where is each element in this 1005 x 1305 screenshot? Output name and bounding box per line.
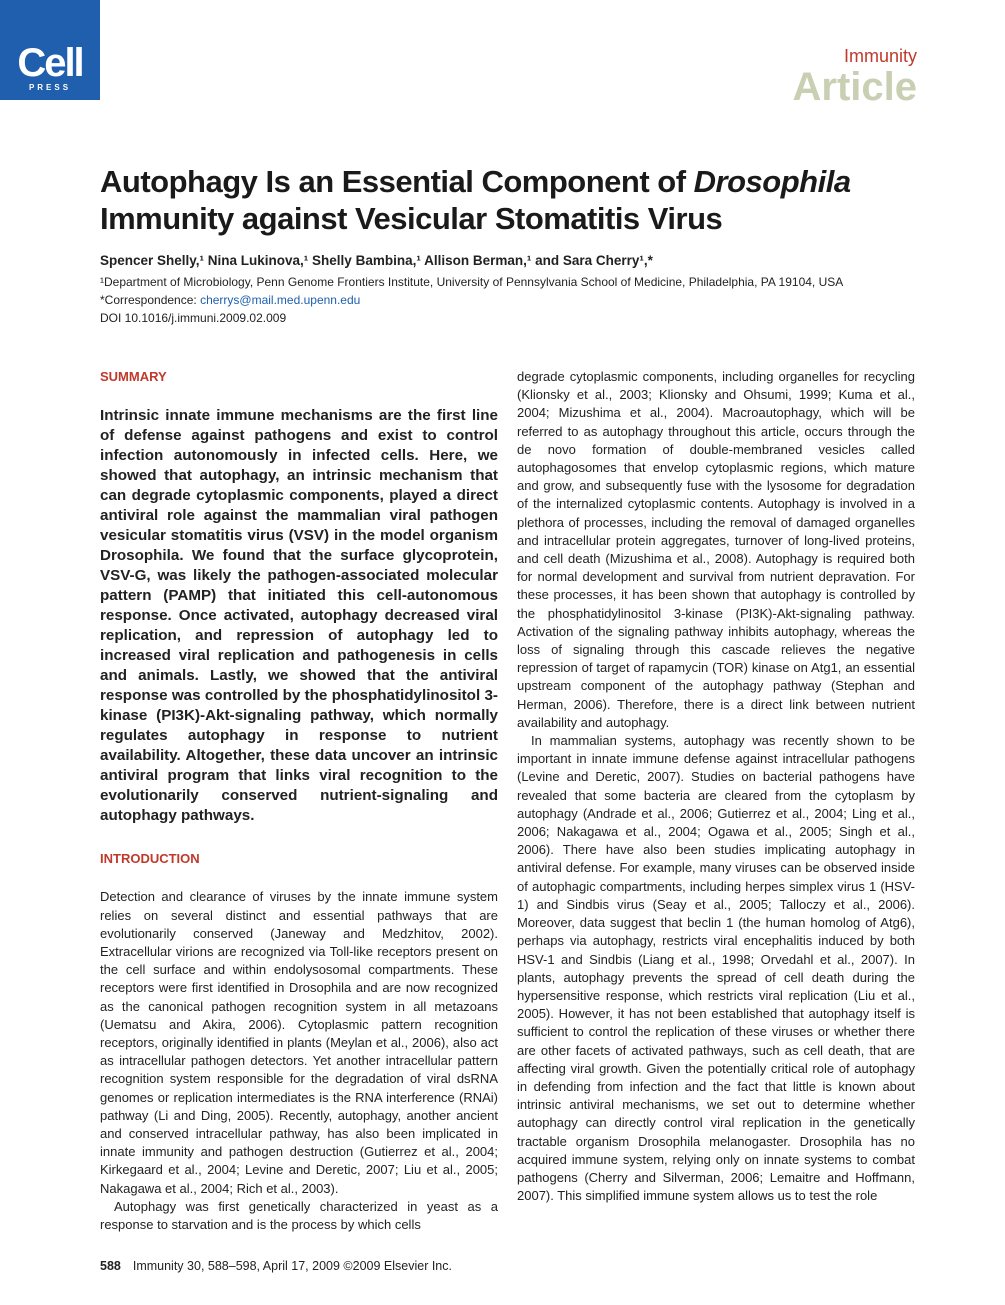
cell-press-logo bbox=[0, 0, 100, 100]
right-column bbox=[517, 368, 915, 1205]
affiliation-block bbox=[100, 273, 930, 327]
summary-text: Intrinsic innate immune mechanisms are the first line of defense against pathogens and exist to control infection autonomously in infected cells. Here, we showed that autophagy, an intrinsic mechanism that can degrade cytoplasmic components, played a direct antiviral role against the mammalian viral pathogen vesicular stomatitis virus (VSV) in the model organism Drosophila. We found that the surface glycoprotein, VSV-G, was likely the pathogen-associated molecular pattern (PAMP) that initiated this cell-autonomous response. Once activated, autophagy decreased viral replication, and repression of autophagy led to increased viral replication and pathogenesis in cells and animals. Lastly, we showed that the antiviral response was controlled by the phosphatidylinositol 3-kinase (PI3K)-Akt-signaling pathway, which normally regulates autophagy in response to nutrient availability. Altogether, these data uncover an intrinsic antiviral program that links viral recognition to the evolutionarily conserved nutrient-signaling and autophagy pathways. bbox=[100, 407, 498, 825]
summary-heading: SUMMARY bbox=[100, 369, 167, 384]
left-column bbox=[100, 368, 498, 1234]
author-list: Spencer Shelly,¹ Nina Lukinova,¹ Shelly Bambina,¹ Allison Berman,¹ and Sara Cherry¹,* bbox=[100, 253, 653, 268]
affiliation: ¹Department of Microbiology, Penn Genome Frontiers Institute, University of Pennsylvania School of Medicine, Philadelphia, PA 19104, USA bbox=[100, 275, 844, 289]
title-part-1: Autophagy Is an Essential Component of bbox=[100, 164, 694, 199]
title-italic: Drosophila bbox=[693, 164, 851, 199]
journal-name: Immunity bbox=[843, 46, 917, 66]
logo-sub: PRESS bbox=[28, 83, 72, 92]
intro-paragraph-1: Detection and clearance of viruses by the innate immune system relies on several distinct and essential pathways that are evolutionarily conserved (Janeway and Medzhitov, 2002). Extracellular virions are recognized via Toll-like receptors present on the cell surface and within endolysosomal compartments. These receptors were first identified in Drosophila and are now recognized as the canonical pathogen recognition system in all metazoans (Uematsu and Akira, 2006). Cytoplasmic pattern recognition receptors, originally identified in plants (Meylan et al., 2006), also act as intracellular pathogen detectors. Yet another intracellular pattern recognition system responsible for the degradation of viral dsRNA genomes or replication intermediates is the RNA interference (RNAi) pathway (Li and Ding, 2005). Recently, autophagy, another ancient and conserved intracellular pathway, has also been implicated in innate immunity and pathogen destruction (Gutierrez et al., 2004; Kirkegaard et al., 2004; Levine and Deretic, 2007; Liu et al., 2005; Nakagawa et al., 2004; Rich et al., 2003). bbox=[100, 889, 498, 1196]
title-part-2: Immunity against Vesicular Stomatitis Virus bbox=[100, 201, 723, 236]
page-number: 588 bbox=[100, 1259, 121, 1273]
introduction-heading: INTRODUCTION bbox=[100, 851, 200, 867]
correspondence bbox=[100, 291, 930, 309]
body-paragraph-1: degrade cytoplasmic components, including organelles for recycling (Klionsky et al., 2003; Klionsky and Ohsumi, 1999; Kuma et al., 2004; Mizushima et al., 2004). Macroautophagy, which will be referred to as autophagy throughout this article, occurs through the de novo formation of double-membraned vesicles called autophagosomes that envelop cytoplasmic regions, which mature and grow, and subsequently fuse with the lysosome for degradation of the internalized cytoplasmic contents. Autophagy is involved in a plethora of processes, including the removal of damaged organelles and intracellular protein aggregates, turnover of long-lived proteins, and cell death (Mizushima et al., 2008). Autophagy is required both for normal development and survival from nutrient depravation. For these processes, it has been shown that autophagy is controlled by the phosphatidylinositol 3-kinase (PI3K)-Akt-signaling pathway. Activation of the signaling pathway inhibits autophagy, whereas the loss of signaling through this cascade relieves the negative repression of target of rapamycin (TOR) kinase on Atg1, an essential upstream component of the autophagy pathway (Stephan and Herman, 2006). Therefore, there is a direct link between nutrient availability and autophagy. bbox=[517, 369, 915, 730]
article-title bbox=[100, 163, 930, 237]
journal-header bbox=[793, 46, 918, 108]
page-footer bbox=[100, 1259, 452, 1273]
correspondence-label: *Correspondence: bbox=[100, 293, 201, 307]
correspondence-email-link[interactable]: cherrys@mail.med.upenn.edu bbox=[200, 293, 361, 307]
article-type: Article bbox=[792, 65, 917, 109]
intro-paragraph-2: Autophagy was first genetically characterized in yeast as a response to starvation and is the process by which cells bbox=[100, 1198, 498, 1233]
footer-citation: Immunity 30, 588–598, April 17, 2009 ©2009 Elsevier Inc. bbox=[132, 1259, 452, 1273]
doi: DOI 10.1016/j.immuni.2009.02.009 bbox=[100, 311, 287, 325]
body-paragraph-2: In mammalian systems, autophagy was recently shown to be important in innate immune defense against intracellular pathogens (Levine and Deretic, 2007). Studies on bacterial pathogens have revealed that some bacteria are cleared from the cytoplasm by autophagy (Andrade et al., 2006; Gutierrez et al., 2004; Ling et al., 2006; Nakagawa et al., 2004; Ogawa et al., 2005; Singh et al., 2006). There have also been studies implicating autophagy in antiviral defense. For example, many viruses can be observed inside of autophagic compartments, including herpes simplex virus 1 (HSV-1) and Sindbis virus (Seay et al., 2005; Talloczy et al., 2006). Moreover, data suggest that beclin 1 (the human homolog of Atg6), perhaps via autophagy, restricts viral encephalitis induced by both HSV-1 and Sindbis (Liang et al., 1998; Orvedahl et al., 2007). In plants, autophagy prevents the spread of cell death during the hypersensitive response, which restricts viral replication (Liu et al., 2005). However, it has not been established that autophagy itself is sufficient to control the replication of these viruses or whether there are other facets of activated pathways, such as cell death, that are affecting viral growth. Given the potentially critical role of autophagy in defending from infection and the fact that little is known about intrinsic antiviral mechanisms, we set out to determine whether autophagy can directly control viral replication in the genetically tractable organism Drosophila melanogaster. Drosophila has no acquired immune system, relying only on innate systems to combat pathogens (Cherry and Silverman, 2006; Lemaitre and Hoffmann, 2007). This simplified immune system allows us to test the role bbox=[517, 733, 915, 1204]
logo-main: Cell bbox=[17, 41, 83, 85]
